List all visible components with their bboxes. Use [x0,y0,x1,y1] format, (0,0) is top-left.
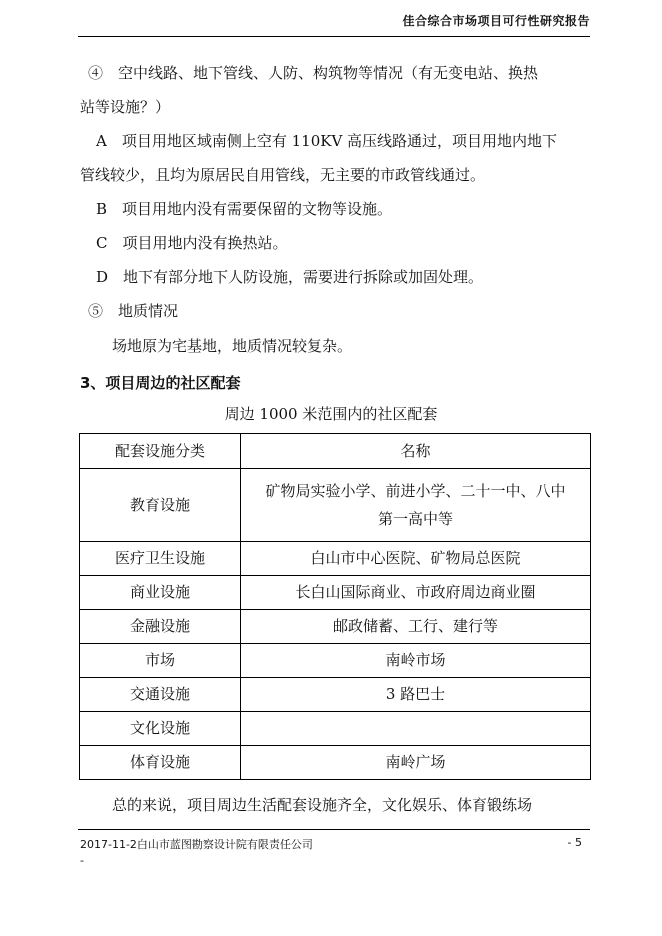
row-name: 3 路巴士 [241,678,591,712]
table-row [80,469,591,542]
item-b: B 项目用地内没有需要保留的文物等设施。 [96,200,393,218]
header-category: 配套设施分类 [80,434,241,469]
table-row [80,678,591,712]
table-row [80,610,591,644]
row-category: 金融设施 [80,610,241,644]
row-name: 长白山国际商业、市政府周边商业圈 [241,576,591,610]
footer-divider [78,829,590,830]
item-a-line2: 管线较少，且均为原居民自用管线，无主要的市政管线通过。 [80,166,486,184]
table-row [80,644,591,678]
item4-line2: 站等设施？） [80,98,171,116]
header-divider [78,36,590,37]
row-category: 医疗卫生设施 [80,542,241,576]
footer-left: 2017-11-2白山市蓝图勘察设计院有限责任公司 [80,838,313,851]
page-number: - 5 [567,836,582,849]
item-a-line1: A 项目用地区域南侧上空有 110KV 高压线路通过，项目用地内地下 [96,132,558,150]
header-title: 佳合综合市场项目可行性研究报告 [402,14,590,28]
table-row [80,712,591,746]
item-d: D 地下有部分地下人防设施，需要进行拆除或加固处理。 [96,268,484,286]
header-name: 名称 [241,434,591,469]
footer-dash: - [80,854,84,867]
item4-line1: ④ 空中线路、地下管线、人防、构筑物等情况（有无变电站、换热 [88,64,539,82]
section-heading: 3、项目周边的社区配套 [80,374,241,392]
item5-text: 场地原为宅基地，地质情况较复杂。 [112,337,353,355]
row-name [241,712,591,746]
row-name [241,469,591,542]
row-category: 交通设施 [80,678,241,712]
facilities-table [79,433,591,780]
table-row [80,542,591,576]
row-category: 商业设施 [80,576,241,610]
row-name: 白山市中心医院、矿物局总医院 [241,542,591,576]
closing-text: 总的来说，项目周边生活配套设施齐全，文化娱乐、体育锻练场 [112,796,533,814]
item5-title: ⑤ 地质情况 [88,302,179,320]
row-name: 南岭广场 [241,746,591,780]
row-name-line2: 第一高中等 [377,510,453,528]
row-category: 文化设施 [80,712,241,746]
table-caption: 周边 1000 米范围内的社区配套 [224,405,438,423]
item-c: C 项目用地内没有换热站。 [96,234,288,252]
row-name: 邮政储蓄、工行、建行等 [241,610,591,644]
table-row [80,576,591,610]
row-category: 教育设施 [80,469,241,542]
table-row [80,746,591,780]
row-name-line1: 矿物局实验小学、前进小学、二十一中、八中 [265,482,566,500]
row-category: 市场 [80,644,241,678]
row-name: 南岭市场 [241,644,591,678]
row-category: 体育设施 [80,746,241,780]
table-header-row [80,434,591,469]
